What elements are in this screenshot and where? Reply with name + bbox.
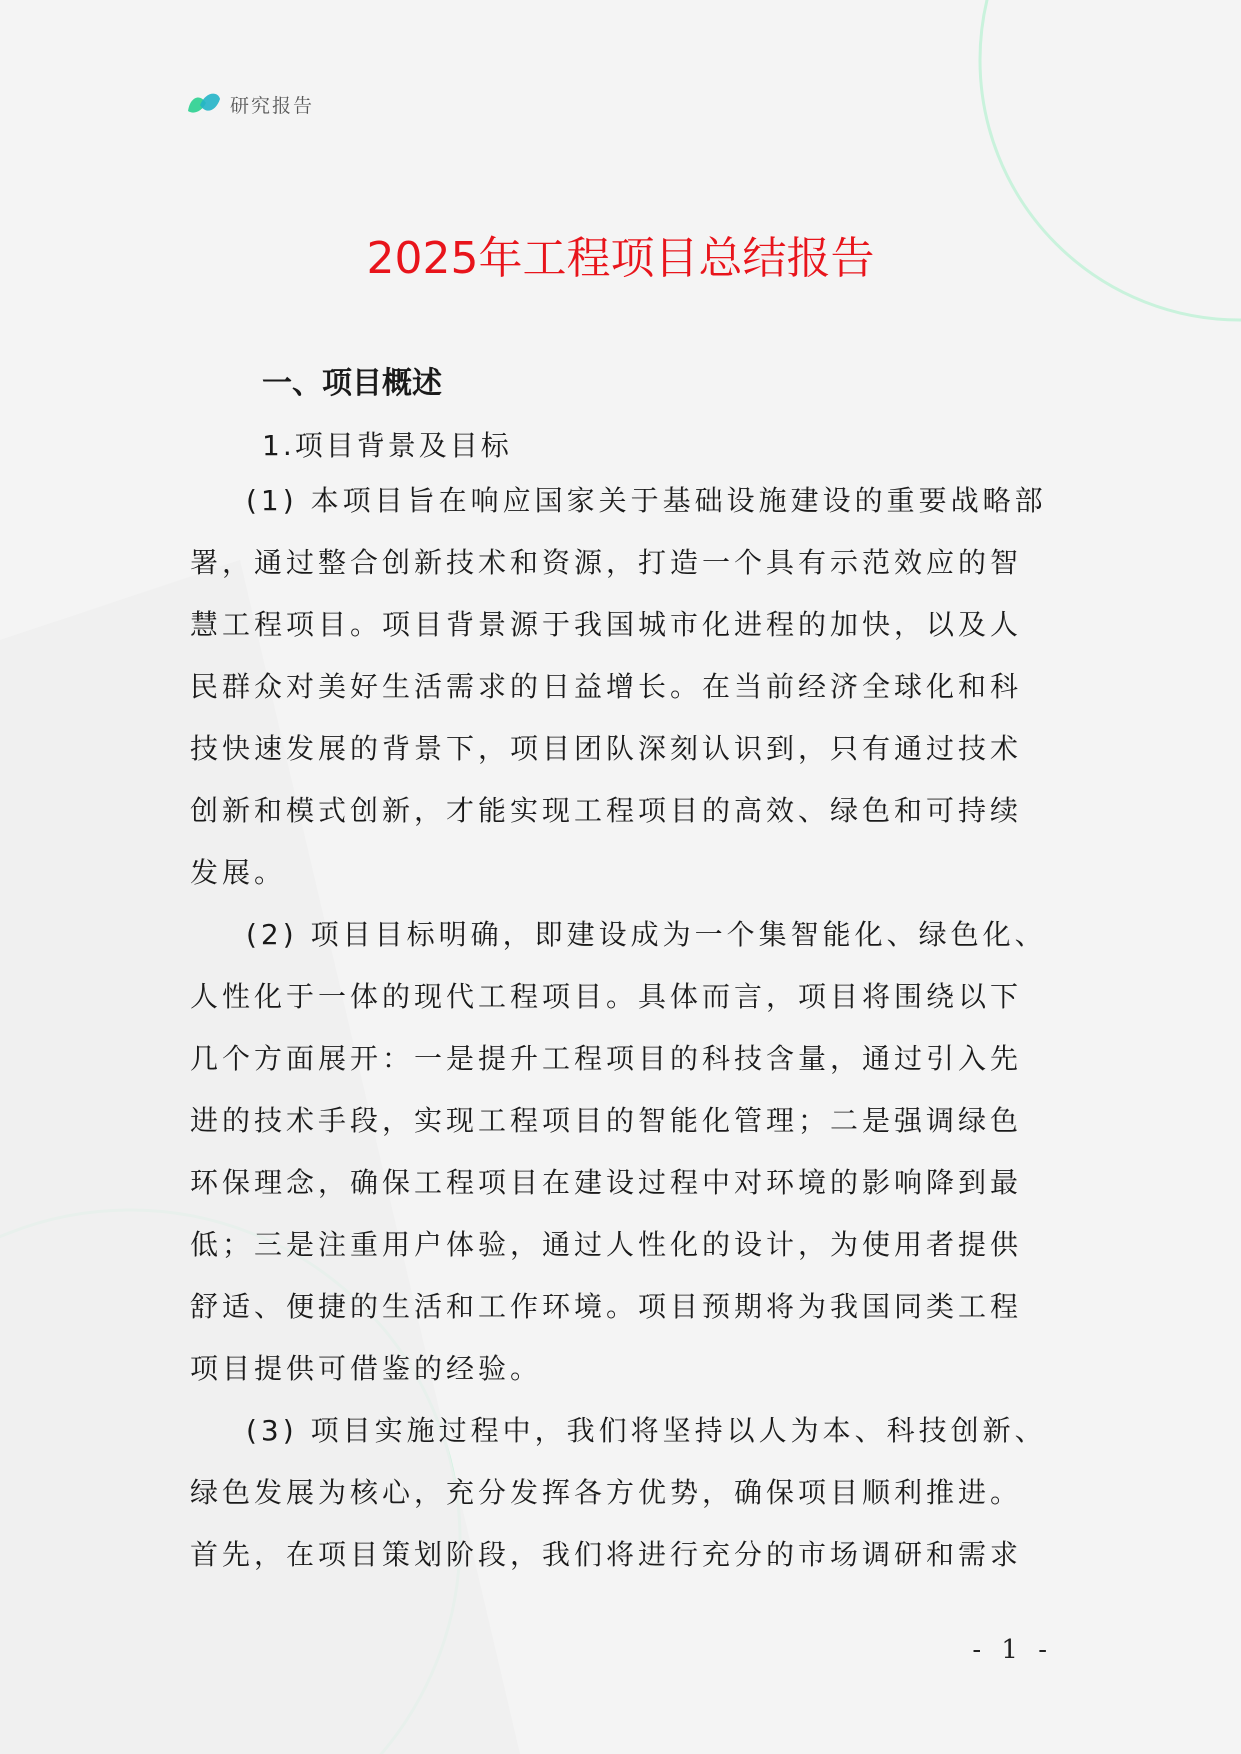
body-text bbox=[190, 470, 1052, 1586]
paragraph-3: (3) 项目实施过程中，我们将坚持以人为本、科技创新、绿色发展为核心，充分发挥各方优势，确保项目顺利推进。首先，在项目策划阶段，我们将进行充分的市场调研和需求 bbox=[190, 1414, 1047, 1571]
paragraph-1: (1) 本项目旨在响应国家关于基础设施建设的重要战略部署，通过整合创新技术和资源，打造一个具有示范效应的智慧工程项目。项目背景源于我国城市化进程的加快，以及人民群众对美好生活需求的日益增长。在当前经济全球化和科技快速发展的背景下，项目团队深刻认识到，只有通过技术创新和模式创新，才能实现工程项目的高效、绿色和可持续发展。 bbox=[190, 484, 1047, 889]
subsection-heading: 1.项目背景及目标 bbox=[262, 429, 512, 462]
header-label: 研究报告 bbox=[230, 94, 315, 117]
brand-leaf-logo-icon bbox=[186, 89, 222, 119]
section-heading: 一、项目概述 bbox=[262, 366, 442, 401]
paragraph-2: (2) 项目目标明确，即建设成为一个集智能化、绿色化、人性化于一体的现代工程项目。具体而言，项目将围绕以下几个方面展开：一是提升工程项目的科技含量，通过引入先进的技术手段，实现工程项目的智能化管理；二是强调绿色环保理念，确保工程项目在建设过程中对环境的影响降到最低；三是注重用户体验，通过人性化的设计，为使用者提供舒适、便捷的生活和工作环境。项目预期将为我国同类工程项目提供可借鉴的经验。 bbox=[190, 918, 1047, 1385]
page-header bbox=[186, 89, 314, 119]
page-number: - 1 - bbox=[972, 1635, 1053, 1665]
document-title: 2025年工程项目总结报告 bbox=[366, 233, 875, 284]
